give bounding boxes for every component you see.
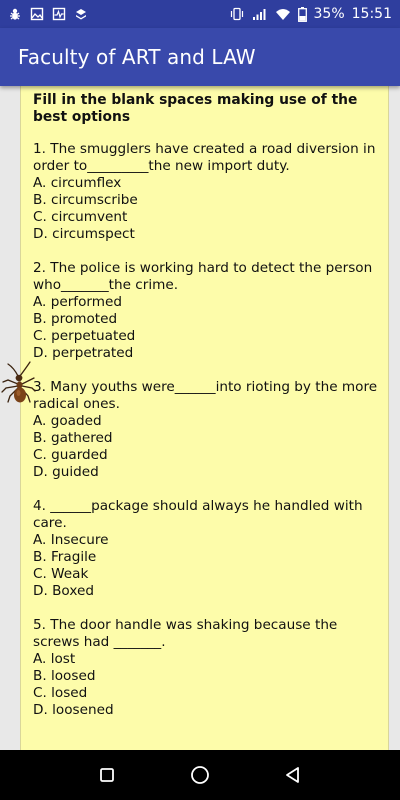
question-text: 4. ______package should always he handled with care. — [33, 498, 363, 531]
quiz-instructions: Fill in the blank spaces making use of the best options — [33, 92, 358, 125]
option-a: A. performed — [33, 294, 122, 310]
option-d: D. circumspect — [33, 226, 135, 242]
status-bar — [0, 0, 400, 28]
navigation-bar — [0, 750, 400, 800]
question-text: 2. The police is working hard to detect the person who_______the crime. — [33, 260, 373, 293]
option-c: C. Weak — [33, 566, 89, 582]
clock: 15:51 — [351, 6, 392, 22]
question-text: 5. The door handle was shaking because the screws had _______. — [33, 617, 338, 650]
option-c: C. perpetuated — [33, 328, 136, 344]
battery-icon — [298, 7, 307, 22]
option-d: D. Boxed — [33, 583, 94, 599]
option-c: C. losed — [33, 685, 88, 701]
option-a: A. Insecure — [33, 532, 109, 548]
option-b: B. gathered — [33, 430, 113, 446]
quiz-scroll-area[interactable] — [0, 86, 400, 750]
option-a: A. lost — [33, 651, 76, 667]
activity-notification-icon — [52, 7, 66, 21]
ant-notification-icon — [8, 7, 22, 21]
quiz-sheet — [20, 86, 389, 750]
recent-apps-icon — [98, 766, 116, 784]
option-c: C. circumvent — [33, 209, 128, 225]
option-b: B. Fragile — [33, 549, 97, 565]
option-d: D. loosened — [33, 702, 114, 718]
vibrate-icon — [229, 7, 245, 21]
option-a: A. goaded — [33, 413, 102, 429]
option-c: C. guarded — [33, 447, 108, 463]
option-d: D. guided — [33, 464, 99, 480]
recent-apps-button[interactable] — [87, 755, 127, 795]
option-a: A. circumflex — [33, 175, 122, 191]
battery-percentage: 35% — [313, 6, 345, 22]
image-notification-icon — [30, 7, 44, 21]
question-4 — [33, 498, 378, 600]
page-title: Faculty of ART and LAW — [18, 45, 256, 69]
question-text: 1. The smugglers have created a road diversion in order to_________the new import duty. — [33, 141, 376, 174]
question-2 — [33, 260, 378, 362]
home-icon — [189, 764, 211, 786]
home-button[interactable] — [180, 755, 220, 795]
system-status — [229, 6, 392, 22]
ant-prank-icon[interactable] — [0, 358, 36, 410]
signal-icon — [252, 7, 268, 21]
app-bar — [0, 28, 400, 86]
option-b: B. loosed — [33, 668, 96, 684]
option-d: D. perpetrated — [33, 345, 134, 361]
option-b: B. promoted — [33, 311, 118, 327]
question-1 — [33, 141, 378, 243]
wifi-icon — [275, 7, 291, 21]
dropbox-notification-icon — [74, 7, 88, 21]
question-text: 3. Many youths were______into rioting by the more radical ones. — [33, 379, 378, 412]
back-icon — [283, 765, 303, 785]
notification-icons — [8, 7, 88, 21]
question-5 — [33, 617, 378, 719]
question-3 — [33, 379, 378, 481]
back-button[interactable] — [273, 755, 313, 795]
option-b: B. circumscribe — [33, 192, 138, 208]
